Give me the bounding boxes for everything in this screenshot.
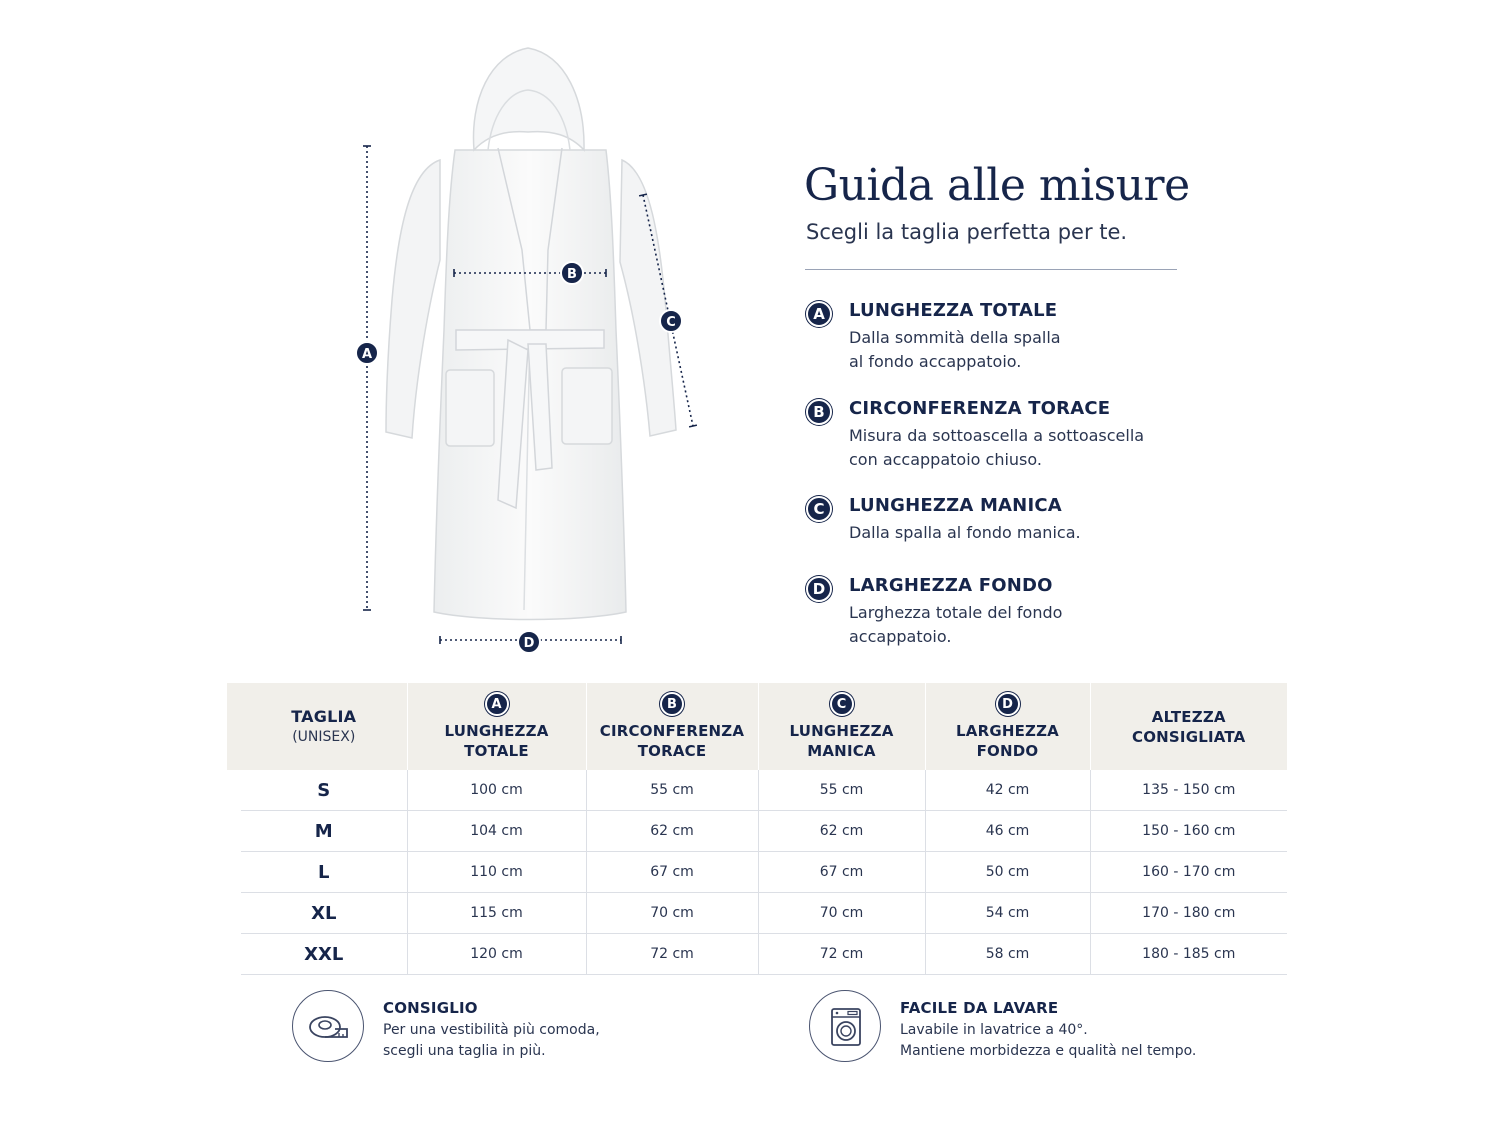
table-cell: 70 cm bbox=[586, 893, 758, 934]
size-table bbox=[241, 683, 1287, 975]
table-row bbox=[241, 811, 1287, 852]
legend-description-line: al fondo accappatoio. bbox=[849, 352, 1022, 371]
table-cell: 115 cm bbox=[407, 893, 586, 934]
badge-d-icon: D bbox=[806, 576, 832, 602]
tip-text-line: Per una vestibilità più comoda, bbox=[383, 1022, 600, 1038]
column-header-label: TOTALE bbox=[464, 742, 529, 760]
marker-d-icon bbox=[518, 631, 540, 653]
table-cell: 46 cm bbox=[925, 811, 1090, 852]
tip-text-line: Mantiene morbidezza e qualità nel tempo. bbox=[900, 1043, 1197, 1059]
marker-letter: B bbox=[567, 267, 577, 282]
table-cell: 67 cm bbox=[586, 852, 758, 893]
measuring-tape-icon bbox=[292, 990, 364, 1062]
legend-description-line: Dalla sommità della spalla bbox=[849, 328, 1061, 347]
table-cell: 150 - 160 cm bbox=[1090, 811, 1287, 852]
table-cell: 42 cm bbox=[925, 770, 1090, 811]
column-header-label: TAGLIA bbox=[291, 706, 357, 726]
badge-d-icon: D bbox=[996, 692, 1020, 716]
size-cell: XXL bbox=[241, 934, 407, 975]
legend-title: LARGHEZZA FONDO bbox=[849, 575, 1053, 596]
marker-letter: D bbox=[523, 636, 535, 651]
marker-letter: A bbox=[361, 347, 373, 362]
table-cell: 110 cm bbox=[407, 852, 586, 893]
legend-description bbox=[849, 521, 1081, 545]
page-title: Guida alle misure bbox=[804, 160, 1190, 211]
legend-description-line: accappatoio. bbox=[849, 627, 952, 646]
table-cell: 58 cm bbox=[925, 934, 1090, 975]
legend-description-line: con accappatoio chiuso. bbox=[849, 450, 1042, 469]
column-header-label: CIRCONFERENZA bbox=[599, 722, 745, 740]
title-divider bbox=[805, 269, 1177, 270]
table-cell: 160 - 170 cm bbox=[1090, 852, 1287, 893]
column-header-label: CONSIGLIATA bbox=[1132, 727, 1246, 746]
legend-title: LUNGHEZZA MANICA bbox=[849, 495, 1062, 516]
table-cell: 170 - 180 cm bbox=[1090, 893, 1287, 934]
badge-a-icon: A bbox=[485, 692, 509, 716]
tip-title: CONSIGLIO bbox=[383, 999, 478, 1017]
size-cell: L bbox=[241, 852, 407, 893]
badge-c-icon: C bbox=[830, 692, 854, 716]
legend-description bbox=[849, 326, 1061, 374]
badge-a-icon: A bbox=[806, 301, 832, 327]
table-cell: 120 cm bbox=[407, 934, 586, 975]
tip-text bbox=[383, 1020, 600, 1062]
marker-letter: C bbox=[666, 315, 676, 330]
table-cell: 104 cm bbox=[407, 811, 586, 852]
table-row bbox=[241, 852, 1287, 893]
table-row bbox=[241, 934, 1287, 975]
marker-a-icon bbox=[356, 342, 378, 364]
size-cell: M bbox=[241, 811, 407, 852]
size-cell: S bbox=[241, 770, 407, 811]
column-header-size bbox=[241, 683, 407, 770]
badge-b-icon: B bbox=[806, 399, 832, 425]
column-header-label: FONDO bbox=[976, 742, 1039, 760]
column-header-label: LUNGHEZZA bbox=[789, 722, 894, 740]
tip-text bbox=[900, 1020, 1196, 1062]
table-cell: 50 cm bbox=[925, 852, 1090, 893]
washing-machine-icon bbox=[809, 990, 881, 1062]
table-cell: 70 cm bbox=[758, 893, 925, 934]
column-header-label: ALTEZZA bbox=[1151, 707, 1226, 726]
badge-c-icon: C bbox=[806, 496, 832, 522]
table-cell: 62 cm bbox=[586, 811, 758, 852]
legend-description bbox=[849, 424, 1144, 472]
table-cell: 54 cm bbox=[925, 893, 1090, 934]
tip-title: FACILE DA LAVARE bbox=[900, 999, 1059, 1017]
size-table-container bbox=[227, 683, 1285, 975]
column-header-label: LARGHEZZA bbox=[956, 722, 1059, 740]
legend-description bbox=[849, 601, 1062, 649]
legend-description-line: Dalla spalla al fondo manica. bbox=[849, 523, 1081, 542]
table-header-row bbox=[241, 683, 1287, 770]
legend-description-line: Misura da sottoascella a sottoascella bbox=[849, 426, 1145, 445]
marker-b-icon bbox=[561, 262, 583, 284]
tip-text-line: scegli una taglia in più. bbox=[383, 1043, 546, 1059]
table-cell: 67 cm bbox=[758, 852, 925, 893]
table-cell: 100 cm bbox=[407, 770, 586, 811]
column-header-label: MANICA bbox=[807, 742, 876, 760]
legend-description-line: Larghezza totale del fondo bbox=[849, 603, 1063, 622]
table-cell: 62 cm bbox=[758, 811, 925, 852]
bathrobe-diagram bbox=[330, 40, 710, 670]
table-cell: 72 cm bbox=[758, 934, 925, 975]
table-row bbox=[241, 770, 1287, 811]
table-cell: 72 cm bbox=[586, 934, 758, 975]
table-row bbox=[241, 893, 1287, 934]
badge-b-icon: B bbox=[660, 692, 684, 716]
column-header-total-length bbox=[407, 683, 586, 770]
legend-title: LUNGHEZZA TOTALE bbox=[849, 300, 1058, 321]
column-header-sleeve bbox=[758, 683, 925, 770]
tip-text-line: Lavabile in lavatrice a 40°. bbox=[900, 1022, 1088, 1038]
measurement-line-cap bbox=[689, 425, 697, 427]
column-header-label: LUNGHEZZA bbox=[444, 722, 549, 740]
column-header-label: TORACE bbox=[637, 742, 707, 760]
legend-title: CIRCONFERENZA TORACE bbox=[849, 398, 1111, 419]
column-header-height bbox=[1090, 683, 1287, 770]
table-cell: 180 - 185 cm bbox=[1090, 934, 1287, 975]
page-subtitle: Scegli la taglia perfetta per te. bbox=[806, 220, 1128, 244]
table-cell: 55 cm bbox=[758, 770, 925, 811]
column-header-sublabel: (UNISEX) bbox=[292, 728, 356, 745]
table-cell: 135 - 150 cm bbox=[1090, 770, 1287, 811]
table-cell: 55 cm bbox=[586, 770, 758, 811]
size-cell: XL bbox=[241, 893, 407, 934]
column-header-hem-width bbox=[925, 683, 1090, 770]
column-header-chest bbox=[586, 683, 758, 770]
marker-c-icon bbox=[660, 310, 682, 332]
